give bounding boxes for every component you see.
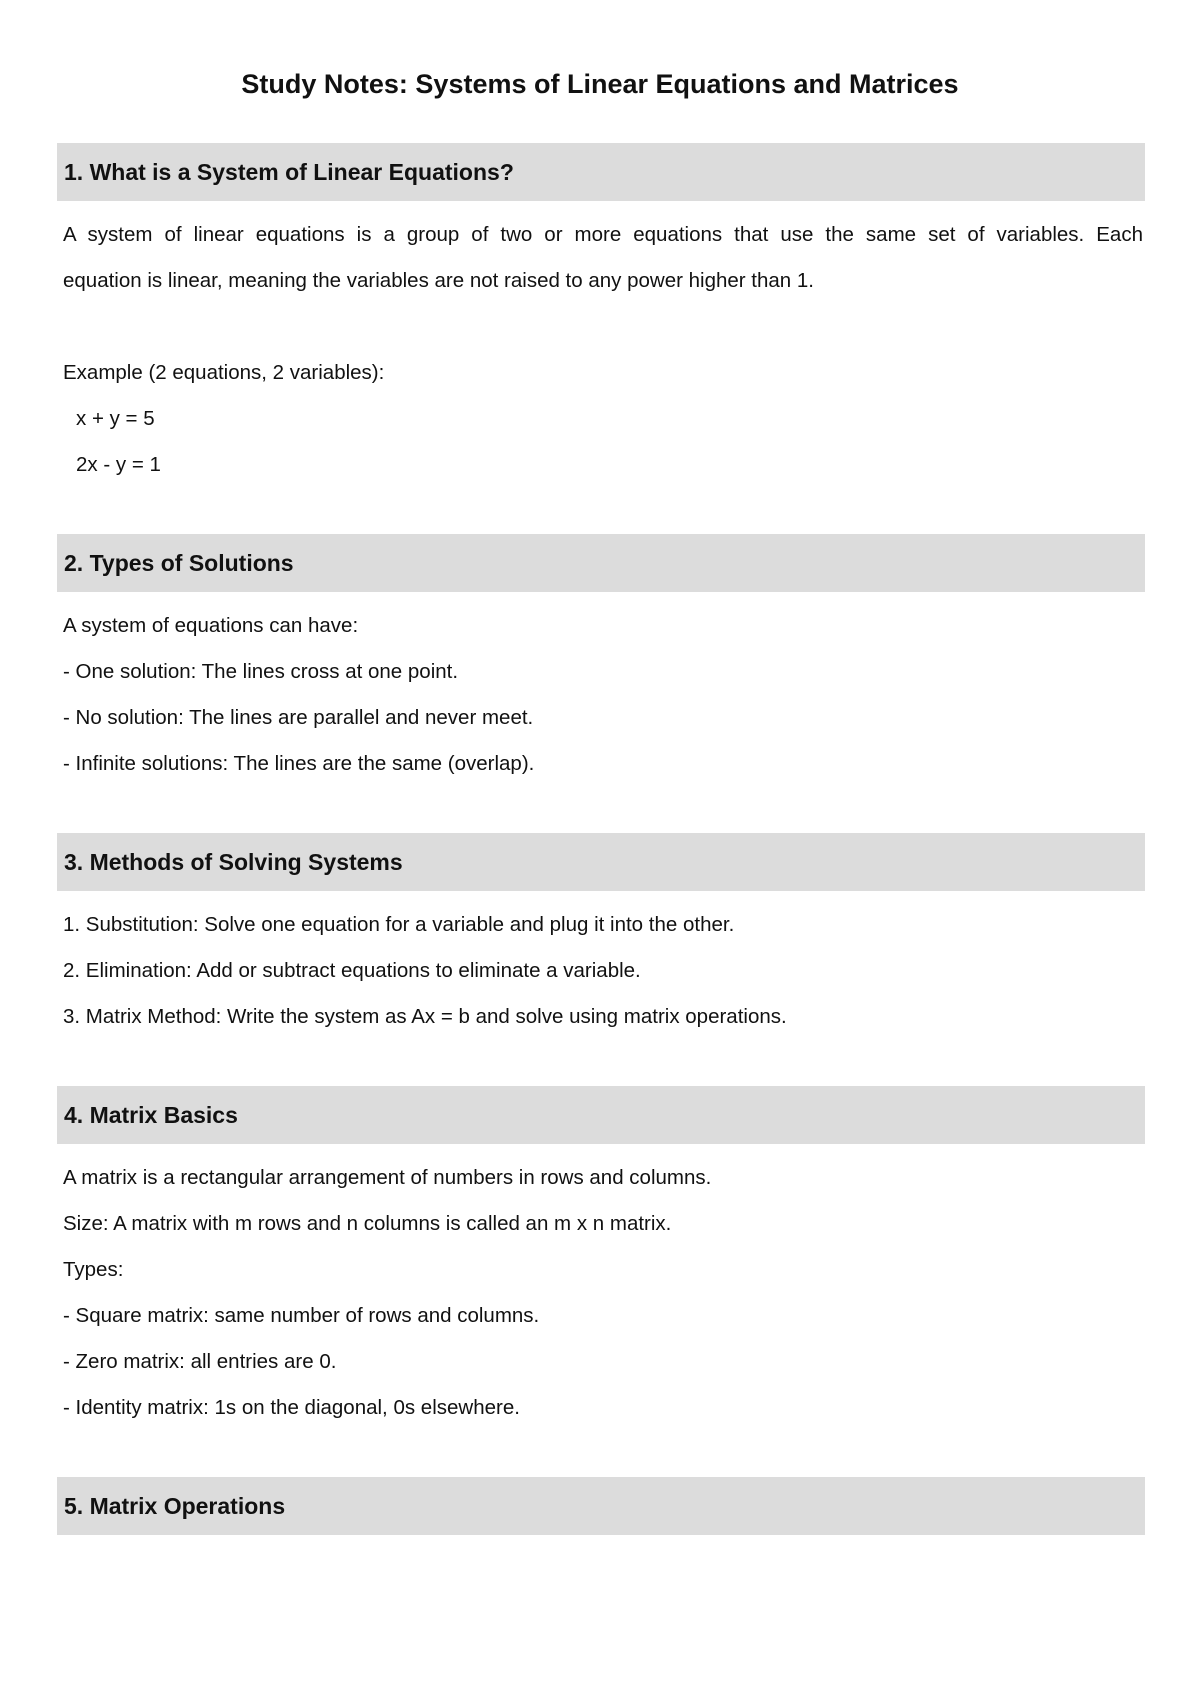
- paragraph-line: Size: A matrix with m rows and n columns is called an m x n matrix.: [63, 1212, 672, 1235]
- list-item: 2. Elimination: Add or subtract equations to eliminate a variable.: [63, 959, 641, 982]
- paragraph-line: equation is linear, meaning the variables are not raised to any power higher than 1.: [63, 269, 815, 292]
- equation-line: 2x - y = 1: [76, 453, 161, 476]
- section-heading-types-of-solutions: 2. Types of Solutions: [57, 534, 1145, 592]
- example-label: Example (2 equations, 2 variables):: [63, 361, 385, 384]
- equation-line: x + y = 5: [76, 407, 155, 430]
- paragraph-line: A system of linear equations is a group of two or more equations that use the same set of variables. Each: [63, 223, 1143, 246]
- section-heading-matrix-operations: 5. Matrix Operations: [57, 1477, 1145, 1535]
- page-title: Study Notes: Systems of Linear Equations and Matrices: [241, 69, 959, 99]
- list-item: 1. Substitution: Solve one equation for a variable and plug it into the other.: [63, 913, 735, 936]
- list-item: 3. Matrix Method: Write the system as Ax = b and solve using matrix operations.: [63, 1005, 787, 1028]
- paragraph-line: A matrix is a rectangular arrangement of numbers in rows and columns.: [63, 1166, 712, 1189]
- list-intro: A system of equations can have:: [63, 614, 359, 637]
- section-heading-what-is-system: 1. What is a System of Linear Equations?: [57, 143, 1145, 201]
- list-item: - Zero matrix: all entries are 0.: [63, 1350, 337, 1373]
- list-item: - Identity matrix: 1s on the diagonal, 0s elsewhere.: [63, 1396, 520, 1419]
- list-item: - Infinite solutions: The lines are the same (overlap).: [63, 752, 535, 775]
- list-item: - Square matrix: same number of rows and columns.: [63, 1304, 540, 1327]
- list-item: - One solution: The lines cross at one point.: [63, 660, 459, 683]
- list-intro: Types:: [63, 1258, 124, 1281]
- section-heading-matrix-basics: 4. Matrix Basics: [57, 1086, 1145, 1144]
- list-item: - No solution: The lines are parallel and never meet.: [63, 706, 534, 729]
- section-heading-methods: 3. Methods of Solving Systems: [57, 833, 1145, 891]
